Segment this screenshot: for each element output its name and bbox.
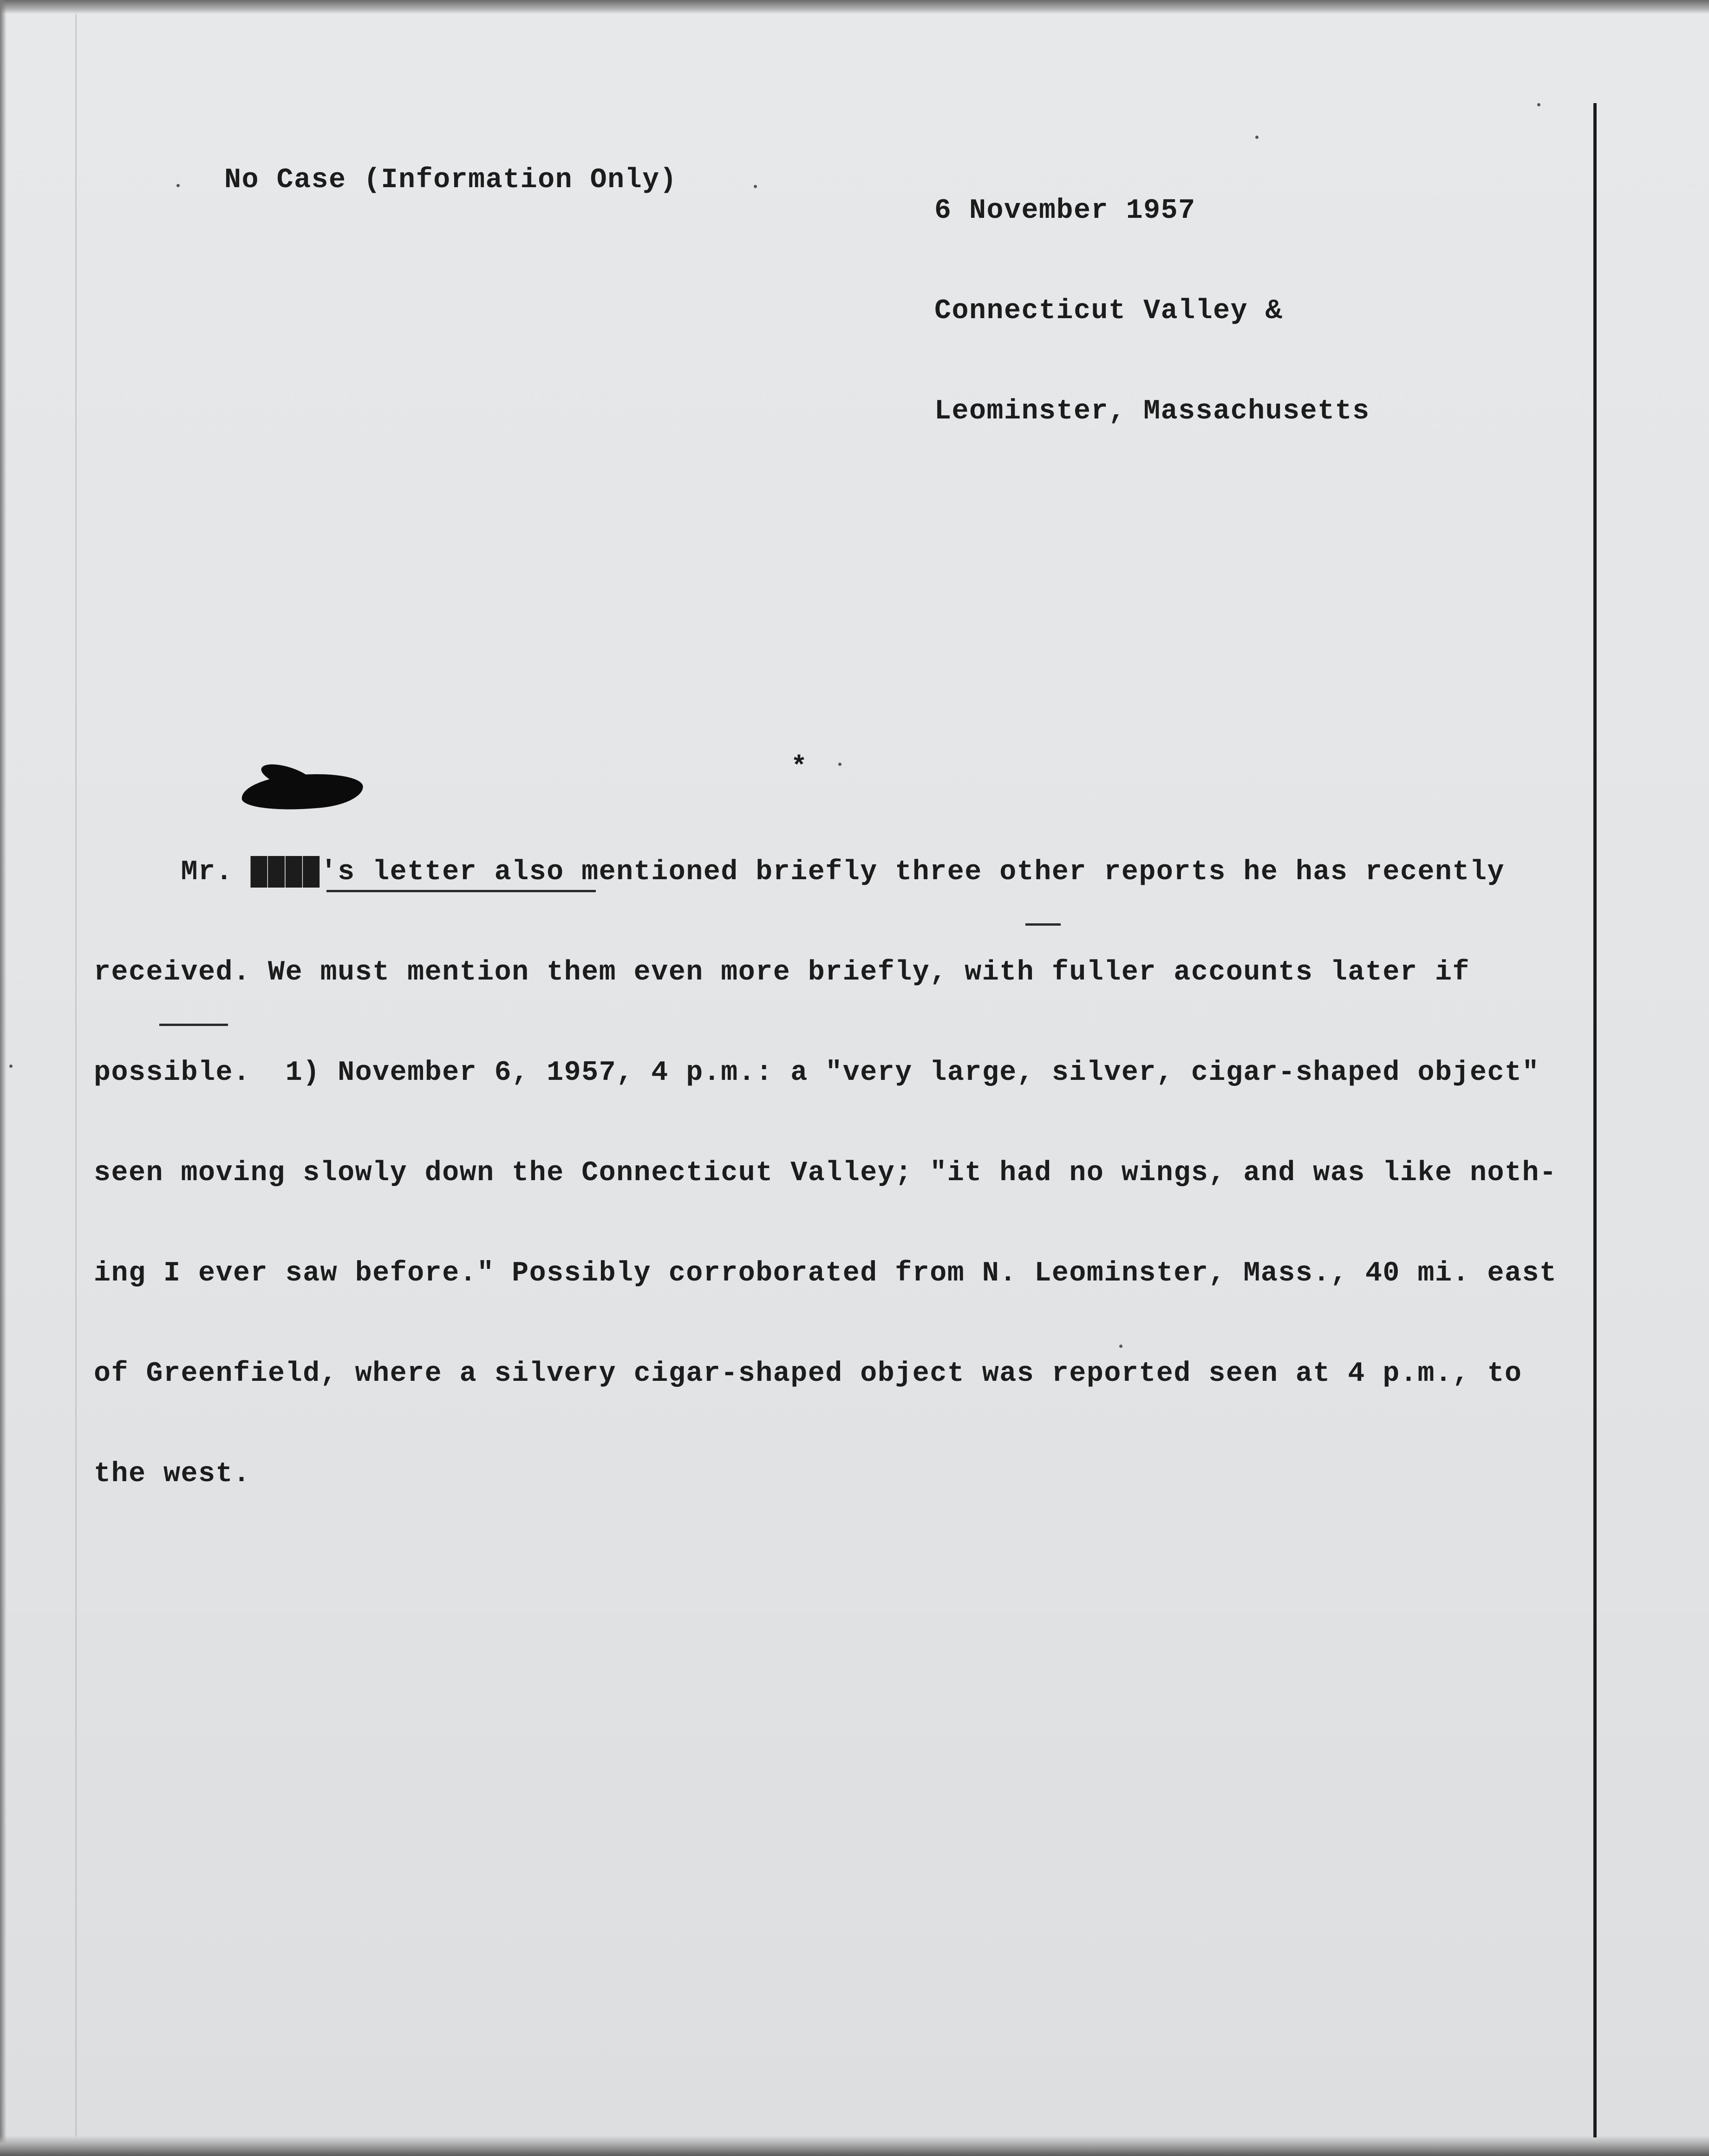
scan-frame-bottom [0,2136,1709,2156]
scan-frame-left [0,0,7,2156]
section-separator: * [791,752,807,783]
location-line-2: Leominster, Massachusetts [934,396,1370,427]
underline-date [326,890,596,892]
scan-speck [176,184,180,187]
scan-speck [1537,103,1540,106]
body-line: Mr. ████'s letter also mentioned briefly three other reports he has recently [94,856,1505,888]
header-date-location [934,127,1370,495]
scan-speck [1255,136,1259,139]
body-line: received. We must mention them even more briefly, with fuller accounts later if [94,957,1470,988]
body-line: ing I ever saw before." Possibly corroborated from N. Leominster, Mass., 40 mi. east [94,1258,1557,1289]
scan-margin-line [75,14,77,2136]
scan-speck [754,185,757,188]
body-line: of Greenfield, where a silvery cigar-shaped object was reported seen at 4 p.m., to [94,1358,1522,1390]
body-line: possible. 1) November 6, 1957, 4 p.m.: a "very large, silver, cigar-shaped object" [94,1057,1539,1089]
report-date: 6 November 1957 [934,195,1196,227]
location-line-1: Connecticut Valley & [934,295,1283,327]
scan-speck [9,1065,13,1068]
right-margin-rule [1593,103,1597,2137]
underline-no [1025,923,1061,926]
body-paragraph [94,789,1557,1558]
body-line: the west. [94,1458,251,1490]
scan-frame-top [0,0,1709,14]
underline-west [159,1024,228,1026]
scan-speck [838,763,841,766]
scan-speck [1119,1345,1122,1348]
case-status: No Case (Information Only) [224,164,678,196]
body-line: seen moving slowly down the Connecticut Valley; "it had no wings, and was like noth- [94,1157,1557,1189]
